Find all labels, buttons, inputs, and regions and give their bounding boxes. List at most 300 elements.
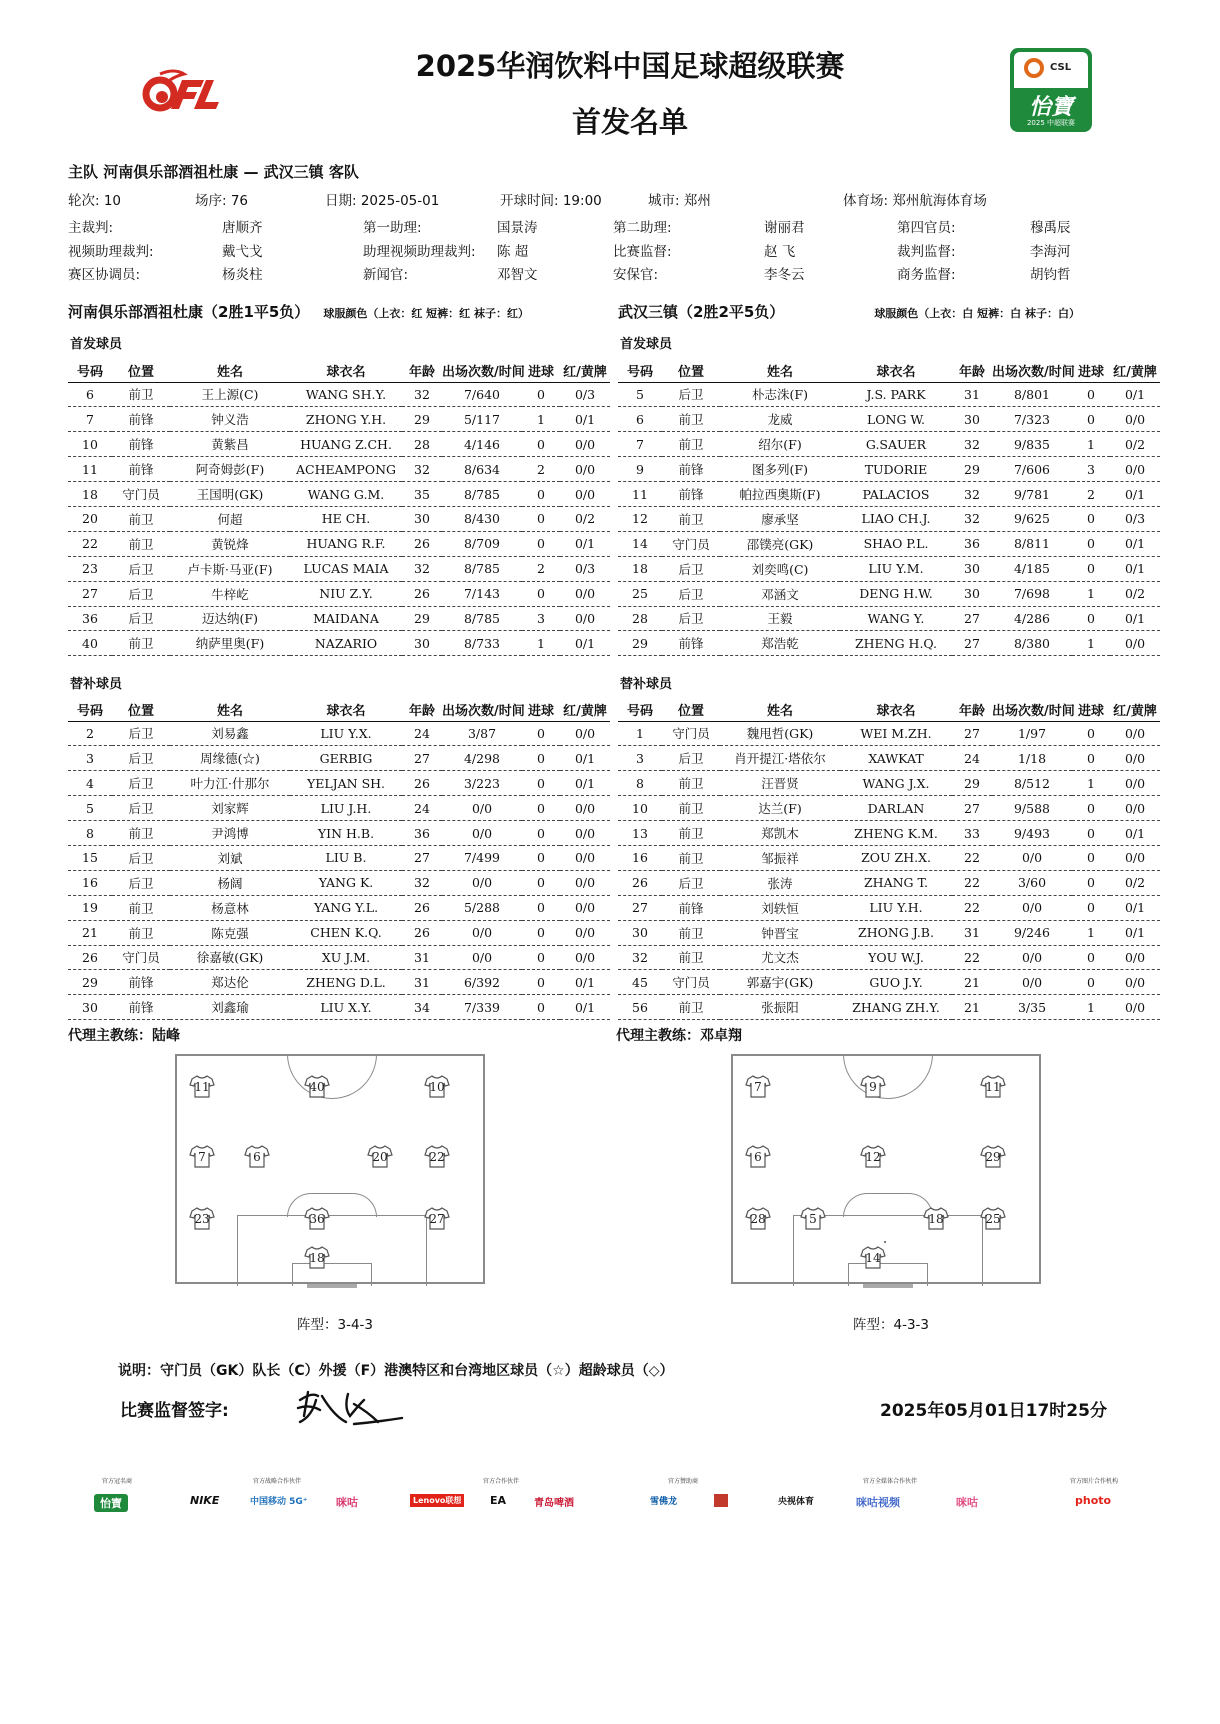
cell-name: 邹振祥 [720,845,840,870]
away-formation-pitch [731,1054,1041,1284]
jersey-number: 12 [865,1150,881,1164]
cell-position: 前卫 [112,631,170,656]
cell-age: 30 [402,506,442,531]
cell-shirt-name: ZHENG D.L. [290,970,402,995]
cell-appearances: 9/588 [992,796,1072,821]
cell-name: 尹鸿博 [170,821,290,846]
cell-number: 16 [618,845,662,870]
jersey-number: 20 [372,1150,388,1164]
table-row [618,581,1160,606]
jersey-number: 28 [750,1212,766,1226]
table-row [68,895,610,920]
cell-number: 13 [618,821,662,846]
table-row [68,746,610,771]
cell-position: 前卫 [112,821,170,846]
jersey-number: 11 [985,1080,1001,1094]
cell-shirt-name: DENG H.W. [840,581,952,606]
cell-name: 刘鑫瑜 [170,995,290,1020]
cell-number: 3 [68,746,112,771]
cell-goals: 0 [1072,721,1110,746]
cell-name: 刘轶恒 [720,895,840,920]
sponsor-category-title: 官方冠名商 [102,1478,133,1485]
cell-cards: 0/0 [560,721,610,746]
cell-cards: 0/3 [560,556,610,581]
cell-cards: 0/1 [560,531,610,556]
cell-number: 2 [68,721,112,746]
jersey-icon [860,1144,886,1168]
cell-name: 达兰(F) [720,796,840,821]
cell-shirt-name: PALACIOS [840,482,952,507]
cell-shirt-name: YELJAN SH. [290,771,402,796]
cell-age: 34 [402,995,442,1020]
sponsor-lenovo-logo: Lenovo联想 [410,1494,464,1507]
cell-name: 王毅 [720,606,840,631]
cell-cards: 0/1 [1110,482,1160,507]
cell-cards: 0/0 [560,895,610,920]
cell-age: 36 [952,531,992,556]
sponsor-category-sponsor: 官方赞助商 [668,1478,699,1485]
cell-age: 29 [952,771,992,796]
cell-number: 18 [68,482,112,507]
cell-number: 36 [68,606,112,631]
cell-number: 16 [68,870,112,895]
cell-position: 前锋 [112,457,170,482]
cell-appearances: 7/640 [442,382,522,407]
cell-goals: 1 [522,407,560,432]
cell-cards: 0/1 [560,631,610,656]
stadium: 体育场: 郑州航海体育场 [843,193,987,209]
cell-goals: 0 [1072,531,1110,556]
sponsor-photo-logo: photo [1075,1494,1112,1507]
table-row [618,771,1160,796]
cell-name: 阿奇姆彭(F) [170,457,290,482]
table-row [618,407,1160,432]
ar2: 谢丽君 [764,220,805,236]
sponsor-category-strategic: 官方战略合作伙伴 [253,1478,302,1485]
table-row [68,796,610,821]
table-row [618,920,1160,945]
cell-position: 前锋 [662,482,720,507]
cell-appearances: 8/634 [442,457,522,482]
table-row [618,970,1160,995]
cell-appearances: 8/811 [992,531,1072,556]
home-starters-table [68,360,610,656]
jersey-number: 18 [928,1212,944,1226]
table-row [618,746,1160,771]
cell-name: 刘奕鸣(C) [720,556,840,581]
cell-number: 30 [618,920,662,945]
cell-age: 32 [402,556,442,581]
column-header-cards: 红/黄牌 [560,360,610,382]
column-header-shirt-name: 球衣名 [290,360,402,382]
cell-shirt-name: LIU X.Y. [290,995,402,1020]
cell-appearances: 7/143 [442,581,522,606]
jersey-number: 36 [309,1212,325,1226]
column-header-goals: 进球 [1072,360,1110,382]
cell-cards: 0/1 [1110,382,1160,407]
cell-appearances: 1/18 [992,746,1072,771]
cell-number: 27 [618,895,662,920]
cell-age: 29 [952,457,992,482]
cell-age: 32 [952,482,992,507]
jersey-number: 18 [309,1251,325,1265]
sponsor-cbest-logo: 怡寶 [94,1494,128,1512]
table-row [618,995,1160,1020]
cell-goals: 1 [1072,432,1110,457]
sponsor-cctv-sports-logo: 央视体育 [778,1497,815,1507]
table-row [68,970,610,995]
table-row [68,432,610,457]
cell-appearances: 0/0 [442,821,522,846]
table-row [618,721,1160,746]
cell-number: 7 [68,407,112,432]
cell-cards: 0/1 [1110,606,1160,631]
match-date: 日期: 2025-05-01 [325,193,440,209]
cell-appearances: 9/625 [992,506,1072,531]
cell-shirt-name: ZHENG H.Q. [840,631,952,656]
cell-name: 何超 [170,506,290,531]
column-header-appearances: 出场次数/时间 [442,699,522,721]
cell-goals: 0 [1072,845,1110,870]
cell-goals: 0 [522,531,560,556]
cell-goals: 0 [1072,407,1110,432]
cell-shirt-name: WANG J.X. [840,771,952,796]
cell-appearances: 7/323 [992,407,1072,432]
commercial-supervisor-label: 商务监督: [897,267,956,283]
cell-goals: 0 [522,746,560,771]
cell-number: 29 [618,631,662,656]
jersey-icon [189,1144,215,1168]
cell-position: 后卫 [112,796,170,821]
cell-goals: 0 [1072,506,1110,531]
cell-position: 前锋 [662,895,720,920]
cell-shirt-name: HUANG Z.CH. [290,432,402,457]
cell-age: 21 [952,970,992,995]
cell-position: 后卫 [662,870,720,895]
match-line: 主队 河南俱乐部酒祖杜康 — 武汉三镇 客队 [68,163,359,181]
cell-appearances: 8/512 [992,771,1072,796]
cell-goals: 0 [522,970,560,995]
cell-number: 11 [68,457,112,482]
cell-number: 6 [618,407,662,432]
cell-age: 21 [952,995,992,1020]
csl-logo: CSL 怡寶 2025 中超联赛 [1010,48,1092,132]
cell-name: 王上源(C) [170,382,290,407]
jersey-icon [860,1245,886,1269]
cell-name: 王国明(GK) [170,482,290,507]
away-coach: 代理主教练：邓卓翔 [616,1028,742,1044]
jersey-icon [189,1074,215,1098]
table-row [68,531,610,556]
jersey-number: 25 [985,1212,1001,1226]
cell-shirt-name: YANG Y.L. [290,895,402,920]
away-starters-heading: 首发球员 [620,337,673,352]
home-team-name: 河南俱乐部酒祖杜康（2胜1平5负） [68,303,310,321]
cell-name: 绍尔(F) [720,432,840,457]
cell-position: 前卫 [662,771,720,796]
cell-appearances: 8/380 [992,631,1072,656]
jersey-icon [244,1144,270,1168]
home-subs-table [68,699,610,1020]
table-row [68,920,610,945]
cell-number: 21 [68,920,112,945]
cell-goals: 0 [522,432,560,457]
jersey-number: 10 [429,1080,445,1094]
jersey-number: 5 [809,1212,817,1226]
cell-cards: 0/0 [560,845,610,870]
cell-name: 杨阔 [170,870,290,895]
cell-goals: 3 [1072,457,1110,482]
cell-goals: 1 [1072,631,1110,656]
away-starters-table [618,360,1160,656]
cell-appearances: 7/606 [992,457,1072,482]
cell-shirt-name: LIU Y.M. [840,556,952,581]
home-kit-colors: 球服颜色（上衣：红 短裤：红 袜子：红） [323,307,529,320]
column-header-number: 号码 [618,360,662,382]
ar1: 国景涛 [497,220,538,236]
column-header-cards: 红/黄牌 [1110,360,1160,382]
cell-age: 33 [952,821,992,846]
cell-goals: 0 [522,771,560,796]
cell-name: 陈克强 [170,920,290,945]
cell-age: 32 [952,432,992,457]
var: 戴弋戈 [222,244,263,260]
cell-shirt-name: LIU J.H. [290,796,402,821]
cell-goals: 1 [522,631,560,656]
cell-shirt-name: LIU Y.X. [290,721,402,746]
cell-position: 后卫 [112,771,170,796]
cell-cards: 0/0 [1110,721,1160,746]
cell-number: 22 [68,531,112,556]
cell-goals: 0 [1072,870,1110,895]
press-officer-label: 新闻官: [363,267,409,283]
cell-cards: 0/0 [560,457,610,482]
away-subs-heading: 替补球员 [620,677,673,692]
cell-goals: 0 [1072,895,1110,920]
cell-name: 汪晋贤 [720,771,840,796]
table-row [68,995,610,1020]
cell-cards: 0/0 [560,581,610,606]
column-header-shirt-name: 球衣名 [840,360,952,382]
cell-name: 帕拉西奥斯(F) [720,482,840,507]
cell-name: 尤文杰 [720,945,840,970]
cell-appearances: 9/246 [992,920,1072,945]
column-header-age: 年龄 [952,699,992,721]
cell-name: 朴志洙(F) [720,382,840,407]
cell-shirt-name: ZHANG ZH.Y. [840,995,952,1020]
jersey-icon [745,1144,771,1168]
column-header-goals: 进球 [522,699,560,721]
cell-cards: 0/1 [560,771,610,796]
jersey-icon [745,1206,771,1230]
signature-datetime: 2025年05月01日17时25分 [880,1401,1107,1421]
cell-position: 前锋 [112,432,170,457]
cell-goals: 3 [522,606,560,631]
cell-shirt-name: CHEN K.Q. [290,920,402,945]
cell-name: 魏甩哲(GK) [720,721,840,746]
cell-age: 36 [402,821,442,846]
cell-shirt-name: HUANG R.F. [290,531,402,556]
jersey-icon [304,1245,330,1269]
sponsor-ea-logo: EA [490,1494,507,1507]
table-row [68,631,610,656]
cell-shirt-name: YANG K. [290,870,402,895]
table-row [68,845,610,870]
cell-goals: 1 [1072,581,1110,606]
cell-appearances: 4/286 [992,606,1072,631]
ar2-label: 第二助理: [613,220,672,236]
sponsor-migu-video-logo: 咪咕视频 [856,1496,900,1509]
sponsor-category-partner: 官方合作伙伴 [483,1478,520,1485]
cell-name: 叶力江·什那尔 [170,771,290,796]
home-starters-heading: 首发球员 [70,337,123,352]
cell-appearances: 1/97 [992,721,1072,746]
cell-appearances: 9/781 [992,482,1072,507]
jersey-number: 23 [194,1212,210,1226]
cell-appearances: 0/0 [442,870,522,895]
cell-position: 前锋 [662,631,720,656]
cell-cards: 0/0 [1110,796,1160,821]
cell-goals: 0 [522,920,560,945]
referee-label: 主裁判: [68,220,114,236]
cell-cards: 0/0 [560,796,610,821]
cell-position: 前锋 [112,970,170,995]
cell-cards: 0/0 [560,606,610,631]
supervisor-signature [294,1386,406,1426]
cell-shirt-name: ZHENG K.M. [840,821,952,846]
cell-shirt-name: DARLAN [840,796,952,821]
cell-cards: 0/0 [1110,457,1160,482]
cell-goals: 0 [522,845,560,870]
cell-shirt-name: YOU W.J. [840,945,952,970]
jersey-icon [304,1074,330,1098]
cell-position: 前锋 [112,407,170,432]
cell-position: 前卫 [662,407,720,432]
table-row [618,821,1160,846]
column-header-name: 姓名 [170,360,290,382]
jersey-icon [745,1074,771,1098]
cell-position: 前卫 [112,506,170,531]
cell-appearances: 4/298 [442,746,522,771]
cell-goals: 0 [522,870,560,895]
cell-appearances: 9/493 [992,821,1072,846]
table-row [618,432,1160,457]
sponsor-category-photo: 官方图片合作机构 [1070,1478,1119,1485]
home-formation-pitch [175,1054,485,1284]
cell-age: 24 [402,796,442,821]
column-header-cards: 红/黄牌 [1110,699,1160,721]
cell-position: 前卫 [662,821,720,846]
cell-appearances: 8/709 [442,531,522,556]
table-row [618,457,1160,482]
cell-position: 守门员 [112,482,170,507]
cell-name: 纳萨里奥(F) [170,631,290,656]
jersey-number: 29 [985,1150,1001,1164]
table-row [618,556,1160,581]
sponsor-category-media: 官方全媒体合作伙伴 [863,1478,918,1485]
jersey-icon [304,1206,330,1230]
cell-goals: 0 [522,581,560,606]
cell-cards: 0/1 [1110,556,1160,581]
cell-shirt-name: LONG W. [840,407,952,432]
cell-shirt-name: NAZARIO [290,631,402,656]
cell-age: 26 [402,531,442,556]
table-row [618,796,1160,821]
cell-goals: 0 [522,721,560,746]
column-header-shirt-name: 球衣名 [840,699,952,721]
ar1-label: 第一助理: [363,220,422,236]
jersey-icon [424,1144,450,1168]
cell-cards: 0/0 [560,432,610,457]
cell-cards: 0/1 [560,746,610,771]
cell-shirt-name: ZHONG Y.H. [290,407,402,432]
home-coach: 代理主教练：陆峰 [68,1028,180,1044]
city: 城市: 郑州 [648,193,711,209]
cell-appearances: 0/0 [992,945,1072,970]
cell-appearances: 7/499 [442,845,522,870]
table-row [68,821,610,846]
table-row [68,771,610,796]
cell-number: 25 [618,581,662,606]
cell-goals: 0 [1072,970,1110,995]
cell-position: 前卫 [662,506,720,531]
cell-goals: 0 [522,821,560,846]
cell-shirt-name: WANG Y. [840,606,952,631]
cell-number: 6 [68,382,112,407]
jersey-number: 7 [198,1150,206,1164]
cell-position: 后卫 [662,556,720,581]
cell-age: 27 [952,796,992,821]
cell-age: 30 [952,407,992,432]
column-header-position: 位置 [662,699,720,721]
cell-shirt-name: J.S. PARK [840,382,952,407]
cell-position: 前卫 [112,382,170,407]
jersey-number: 14 [865,1251,881,1265]
cell-age: 22 [952,945,992,970]
referee: 唐顺齐 [222,220,263,236]
match-number: 场序: 76 [195,193,249,209]
column-header-appearances: 出场次数/时间 [442,360,522,382]
sponsor-tsingtao-logo: 青岛啤酒 [534,1498,574,1509]
cell-cards: 0/1 [560,407,610,432]
cell-age: 22 [952,845,992,870]
cell-position: 后卫 [662,382,720,407]
cell-shirt-name: LIU Y.H. [840,895,952,920]
cell-name: 张振阳 [720,995,840,1020]
cell-cards: 0/0 [1110,771,1160,796]
cell-goals: 0 [522,895,560,920]
cell-position: 守门员 [662,721,720,746]
column-header-position: 位置 [112,699,170,721]
cell-appearances: 8/801 [992,382,1072,407]
jersey-icon [800,1206,826,1230]
cell-appearances: 3/35 [992,995,1072,1020]
sponsor-emblem-icon [714,1494,728,1507]
cell-appearances: 8/785 [442,606,522,631]
avar: 陈 超 [497,244,529,260]
supervisor-signature-label: 比赛监督签字: [120,1401,229,1421]
cell-age: 35 [402,482,442,507]
table-row [618,606,1160,631]
jersey-icon [367,1144,393,1168]
cell-appearances: 7/339 [442,995,522,1020]
cell-name: 周缘德(☆) [170,746,290,771]
jersey-number: 6 [253,1150,261,1164]
cell-cards: 0/1 [560,995,610,1020]
table-row [68,556,610,581]
cell-shirt-name: WANG SH.Y. [290,382,402,407]
cell-position: 后卫 [112,581,170,606]
